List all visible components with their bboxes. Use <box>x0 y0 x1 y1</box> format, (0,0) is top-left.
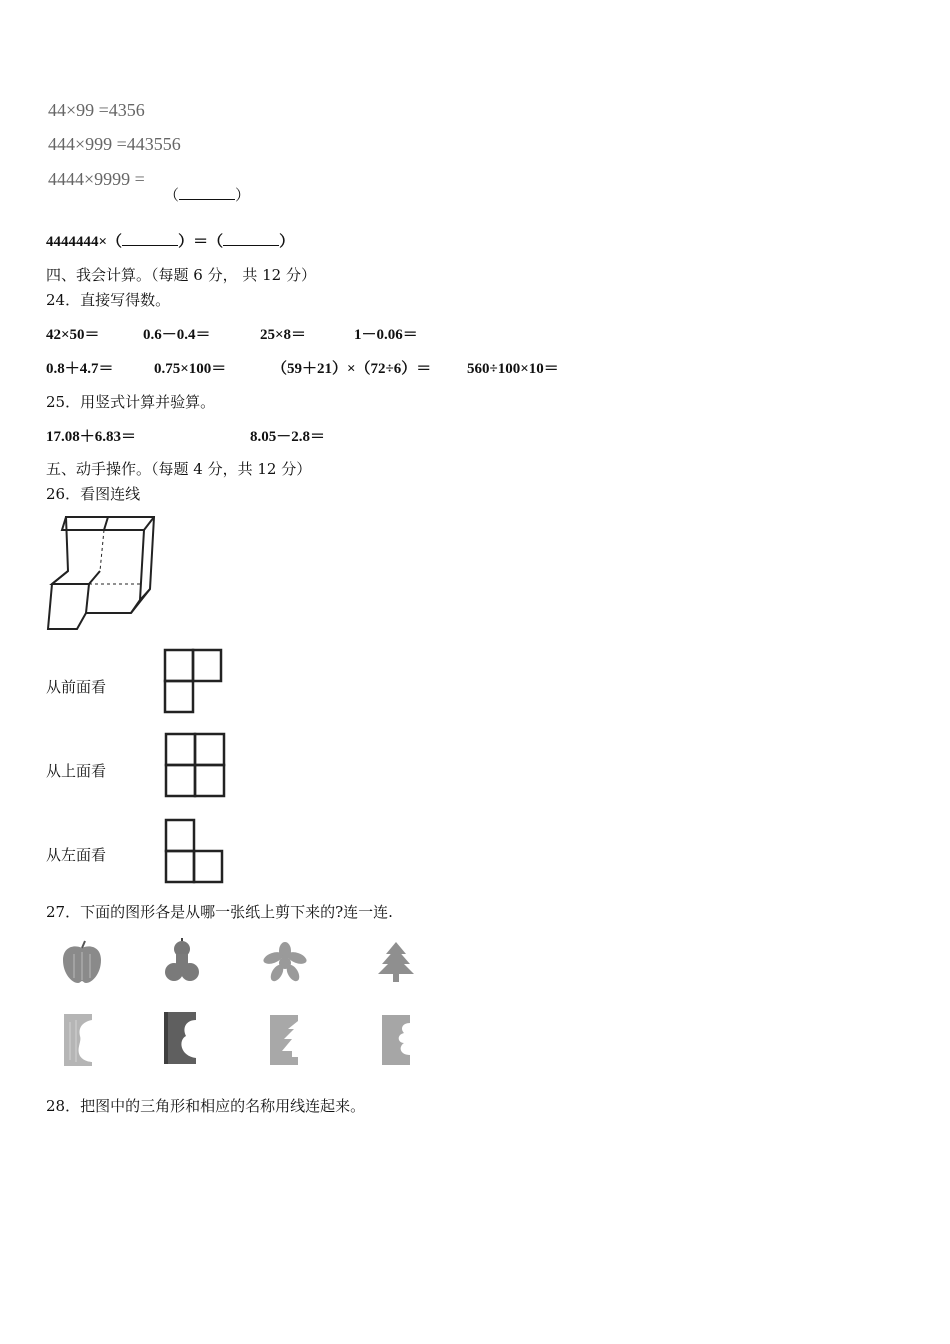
paper-flower-cut-icon[interactable] <box>380 1013 414 1067</box>
gourd-shape-icon[interactable] <box>164 938 200 986</box>
q23-suffix: ） <box>279 234 295 250</box>
q24-title: 24．直接写得数。 <box>46 291 171 309</box>
q24-r2-item: 0.75×100＝ <box>154 361 227 377</box>
cube-stack-figure <box>44 514 159 632</box>
q26-title: 26．看图连线 <box>46 485 141 503</box>
pattern-line-2: 444×999 =443556 <box>48 134 181 154</box>
view-shape-1[interactable] <box>163 648 225 714</box>
tree-shape-icon[interactable] <box>376 940 416 984</box>
section4-heading: 四、我会计算。（每题 6 分， 共 12 分） <box>46 266 316 284</box>
q24-r1-item: 1－0.06＝ <box>354 327 418 343</box>
paper-apple-cut-icon[interactable] <box>62 1012 96 1068</box>
q24-r2-item: （59＋21）×（72÷6）＝ <box>272 361 432 377</box>
view-label-front: 从前面看 <box>46 678 107 696</box>
pattern-line-3: 4444×9999 = <box>48 169 145 189</box>
section5-heading: 五、动手操作。（每题 4 分，共 12 分） <box>46 460 312 478</box>
q24-r2-item: 0.8＋4.7＝ <box>46 361 114 377</box>
q24-r1-item: 25×8＝ <box>260 327 307 343</box>
q28-title: 28．把图中的三角形和相应的名称用线连起来。 <box>46 1097 366 1115</box>
apple-shape-icon[interactable] <box>60 940 104 986</box>
view-shape-3[interactable] <box>164 818 226 884</box>
answer-blank-2[interactable] <box>122 233 178 246</box>
flower-shape-icon[interactable] <box>262 942 308 982</box>
answer-blank-3[interactable] <box>223 233 279 246</box>
pattern-line-1: 44×99 =4356 <box>48 100 145 120</box>
paper-tree-cut-icon[interactable] <box>268 1013 302 1067</box>
paren-close: ） <box>235 186 251 204</box>
view-label-top: 从上面看 <box>46 762 107 780</box>
q23-tail-line <box>46 230 294 251</box>
q25-title: 25．用竖式计算并验算。 <box>46 393 216 411</box>
view-label-left: 从左面看 <box>46 846 107 864</box>
blank-line <box>179 187 235 200</box>
answer-blank-1[interactable] <box>164 184 250 205</box>
view-shape-2[interactable] <box>164 732 227 798</box>
q23-mid: ）＝（ <box>178 234 224 250</box>
q25-item: 8.05－2.8＝ <box>250 429 326 445</box>
q27-title: 27．下面的图形各是从哪一张纸上剪下来的?连一连. <box>46 903 393 921</box>
paper-gourd-cut-icon[interactable] <box>160 1010 200 1066</box>
paren-open: （ <box>164 186 180 204</box>
q23-prefix: 4444444×（ <box>46 234 123 250</box>
q24-r1-item: 0.6－0.4＝ <box>143 327 211 343</box>
q24-r1-item: 42×50＝ <box>46 327 100 343</box>
q24-r2-item: 560÷100×10＝ <box>467 361 559 377</box>
q25-item: 17.08＋6.83＝ <box>46 429 137 445</box>
